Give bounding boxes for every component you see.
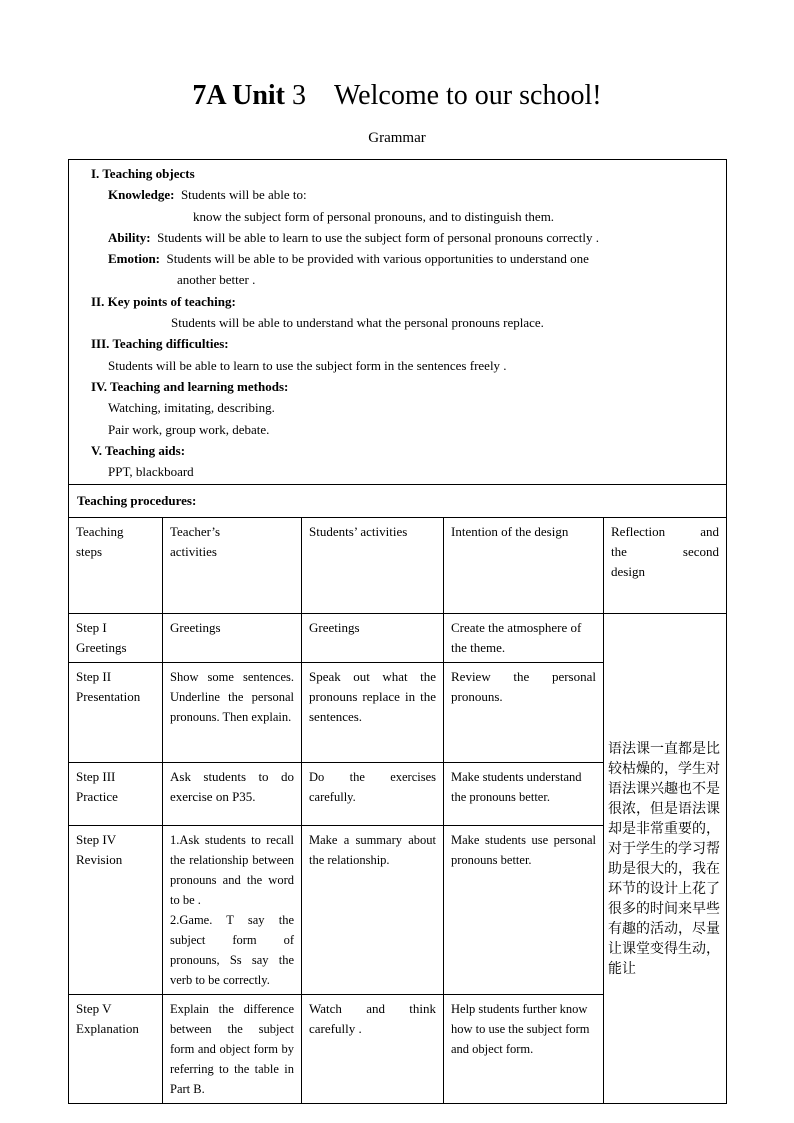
emotion-text: Students will be able to be provided with various opportunities to understand one [166,251,589,267]
title-bold: 7A Unit [192,80,285,111]
methods-text-1: Watching, imitating, describing. [108,400,275,416]
document-title [0,80,794,112]
teacher-cell: Show some sentences. Underline the personal pronouns. Then explain. [163,663,302,763]
aids-text: PPT, blackboard [108,464,194,480]
emotion-text-2: another better . [177,272,256,288]
step-cell: Step II Presentation [69,663,163,763]
intention-cell: Help students further know how to use the subject form and object form. [444,995,604,1104]
step-cell: Step III Practice [69,763,163,826]
procedures-label: Teaching procedures: [69,485,727,518]
table-row [69,614,727,663]
students-cell: Do the exercises carefully. [302,763,444,826]
methods-text-2: Pair work, group work, debate. [108,421,270,437]
step-cell: Step V Explanation [69,995,163,1104]
students-cell: Watch and think carefully . [302,995,444,1104]
knowledge-text: Students will be able to: [180,187,307,203]
header-intention: Intention of the design [444,518,604,614]
header-row [69,518,727,614]
header-reflection: Reflection and the second design [604,518,727,614]
title-number: 3 [292,80,306,111]
knowledge-text-2: know the subject form of personal pronouns, and to distinguish them. [193,208,555,224]
students-cell: Make a summary about the relationship. [302,826,444,995]
ability-text: Students will be able to learn to use the subject form of personal pronouns correctly . [157,229,600,245]
header-steps: Teaching steps [69,518,163,614]
teacher-cell: Greetings [163,614,302,663]
teacher-cell: Explain the difference between the subject form and object form by referring to the table in Part B. [163,995,302,1104]
intention-cell: Review the personal pronouns. [444,663,604,763]
step-cell: Step I Greetings [69,614,163,663]
intention-cell: Create the atmosphere of the theme. [444,614,604,663]
students-cell: Greetings [302,614,444,663]
section-heading: II. Key points of teaching: [91,293,236,309]
section-heading: I. Teaching objects [91,166,195,181]
lesson-plan-table [68,159,727,1104]
ability-label: Ability: [108,229,151,245]
objects-cell [69,160,727,485]
students-cell: Speak out what the pronouns replace in the sentences. [302,663,444,763]
objects-row [69,160,727,485]
title-rest: Welcome to our school! [334,80,602,111]
section-heading: III. Teaching difficulties: [91,336,229,352]
step-cell: Step IV Revision [69,826,163,995]
intention-cell: Make students use personal pronouns better. [444,826,604,995]
intention-cell: Make students understand the pronouns better. [444,763,604,826]
knowledge-label: Knowledge: [108,187,175,203]
header-teacher: Teacher’s activities [163,518,302,614]
header-students: Students’ activities [302,518,444,614]
teacher-cell: 1.Ask students to recall the relationship between pronouns and the word to be . 2.Game. T say the subject form of pronouns, Ss say the verb to be correctly. [163,826,302,995]
document-subtitle: Grammar [368,130,426,146]
section-heading: V. Teaching aids: [91,442,186,458]
difficulties-text: Students will be able to learn to use the subject form in the sentences freely . [108,357,507,373]
procedures-row [69,485,727,518]
teacher-cell: Ask students to do exercise on P35. [163,763,302,826]
key-points-text: Students will be able to understand what the personal pronouns replace. [171,315,544,331]
section-heading: IV. Teaching and learning methods: [91,378,289,394]
emotion-label: Emotion: [108,251,160,267]
reflection-cell: 语法课一直都是比较枯燥的，学生对语法课兴趣也不是很浓，但是语法课却是非常重要的，对于学生的学习帮助是很大的，我在环节的设计上花了很多的时间来早些有趣的活动，尽量让课堂变得生动，能让 [604,614,727,1104]
